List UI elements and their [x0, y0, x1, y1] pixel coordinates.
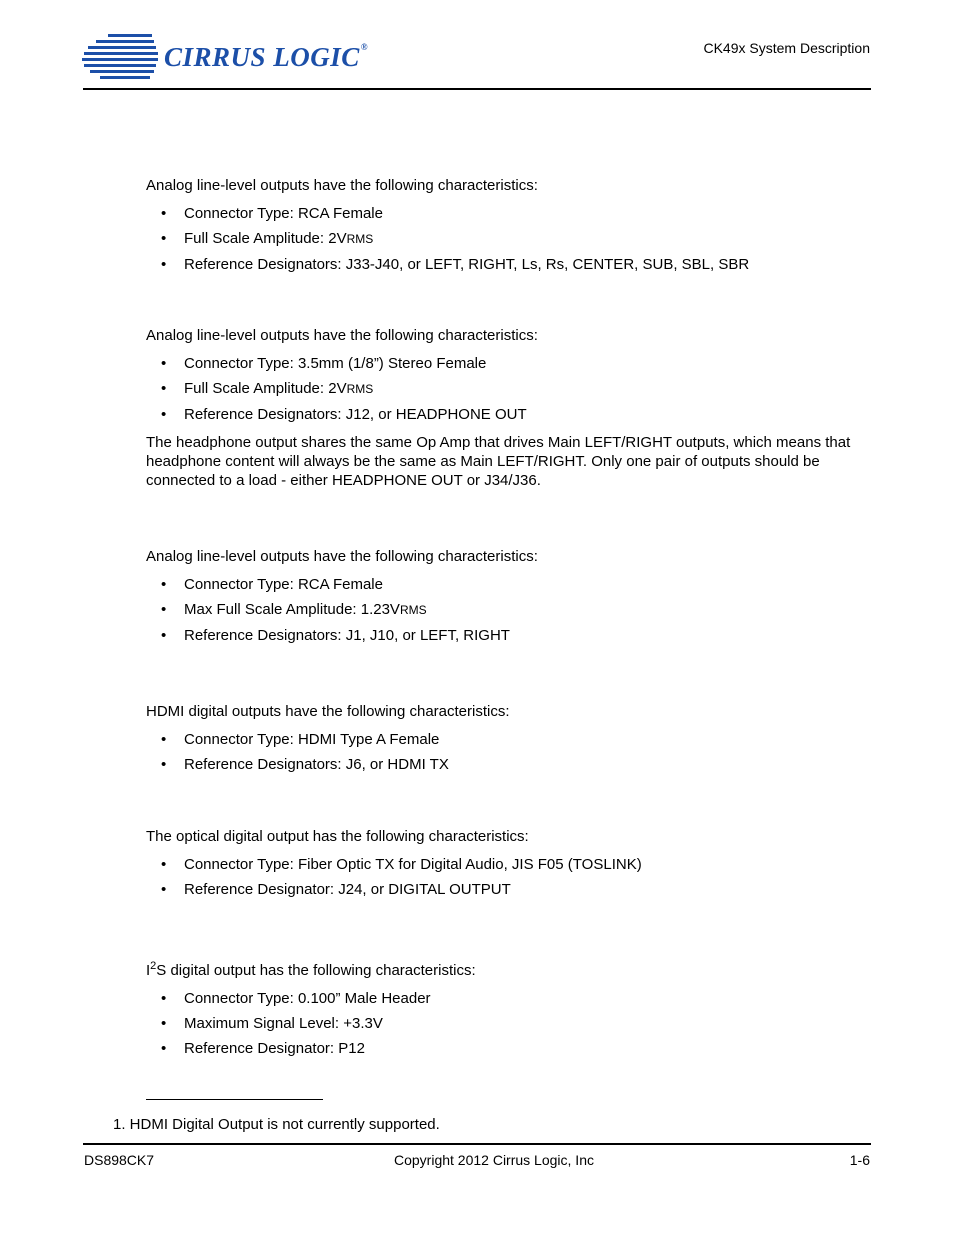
headphone-note: The headphone output shares the same Op Amp that drives Main LEFT/RIGHT outputs, which means that headphone content will always be the same as Main LEFT/RIGHT. Only one pair of outputs should be connected to a load - either HEADPHONE OUT or J34/J36. — [146, 434, 851, 489]
section-i2s-output — [146, 961, 876, 1064]
footer-doc-number: DS898CK7 — [84, 1152, 155, 1168]
list-item: • Full Scale Amplitude: 2VRMS — [146, 229, 876, 249]
list-item: • Full Scale Amplitude: 2VRMS — [146, 379, 876, 399]
list-item: • Connector Type: Fiber Optic TX for Digital Audio, JIS F05 (TOSLINK) — [146, 855, 876, 874]
list-item: • Connector Type: 0.100” Male Header — [146, 989, 876, 1008]
bullet-list — [146, 204, 876, 274]
list-item: • Connector Type: RCA Female — [146, 575, 876, 594]
bullet-list — [146, 354, 876, 424]
list-item: • Reference Designators: J1, J10, or LEFT, RIGHT — [146, 626, 876, 645]
section-optical-output — [146, 827, 876, 905]
footnote: 1. HDMI Digital Output is not currently supported. — [113, 1116, 440, 1133]
document-title: CK49x System Description — [703, 40, 870, 56]
section-intro: The optical digital output has the following characteristics: — [146, 828, 529, 845]
section-intro: $I^2S$ digital output has the following characteristics: — [146, 960, 476, 979]
bullet-list — [146, 575, 876, 645]
header-rule — [83, 88, 871, 90]
list-item: • Reference Designators: J12, or HEADPHONE OUT — [146, 405, 876, 424]
list-item: • Connector Type: RCA Female — [146, 204, 876, 223]
list-item: • Reference Designator: P12 — [146, 1039, 876, 1058]
bullet-list — [146, 989, 876, 1058]
section-intro: Analog line-level outputs have the following characteristics: — [146, 327, 538, 344]
list-item: • Max Full Scale Amplitude: 1.23VRMS — [146, 600, 876, 620]
cirrus-logic-logo — [82, 32, 372, 82]
footer-rule — [83, 1143, 871, 1145]
bullet-list — [146, 730, 876, 774]
list-item: • Connector Type: 3.5mm (1/8”) Stereo Female — [146, 354, 876, 373]
list-item: • Reference Designator: J24, or DIGITAL OUTPUT — [146, 880, 876, 899]
section-hdmi-outputs — [146, 702, 876, 780]
section-analog-outputs-secondary — [146, 547, 876, 651]
section-intro: Analog line-level outputs have the following characteristics: — [146, 177, 538, 194]
list-item: • Reference Designators: J33-J40, or LEFT, RIGHT, Ls, Rs, CENTER, SUB, SBL, SBR — [146, 255, 876, 274]
section-analog-main-outputs — [146, 176, 876, 280]
list-item: • Maximum Signal Level: +3.3V — [146, 1014, 876, 1033]
section-headphone-output — [146, 326, 876, 490]
logo-wordmark: CIRRUS LOGIC® — [164, 42, 369, 72]
footer-page-number: 1-6 — [849, 1152, 870, 1168]
logo-lines-icon — [82, 32, 164, 82]
footnote-rule — [146, 1099, 323, 1100]
list-item: • Connector Type: HDMI Type A Female — [146, 730, 876, 749]
bullet-list — [146, 855, 876, 899]
section-intro: Analog line-level outputs have the following characteristics: — [146, 548, 538, 565]
list-item: • Reference Designators: J6, or HDMI TX — [146, 755, 876, 774]
section-intro: HDMI digital outputs have the following characteristics: — [146, 703, 510, 720]
footer-copyright: Copyright 2012 Cirrus Logic, Inc — [394, 1152, 594, 1168]
